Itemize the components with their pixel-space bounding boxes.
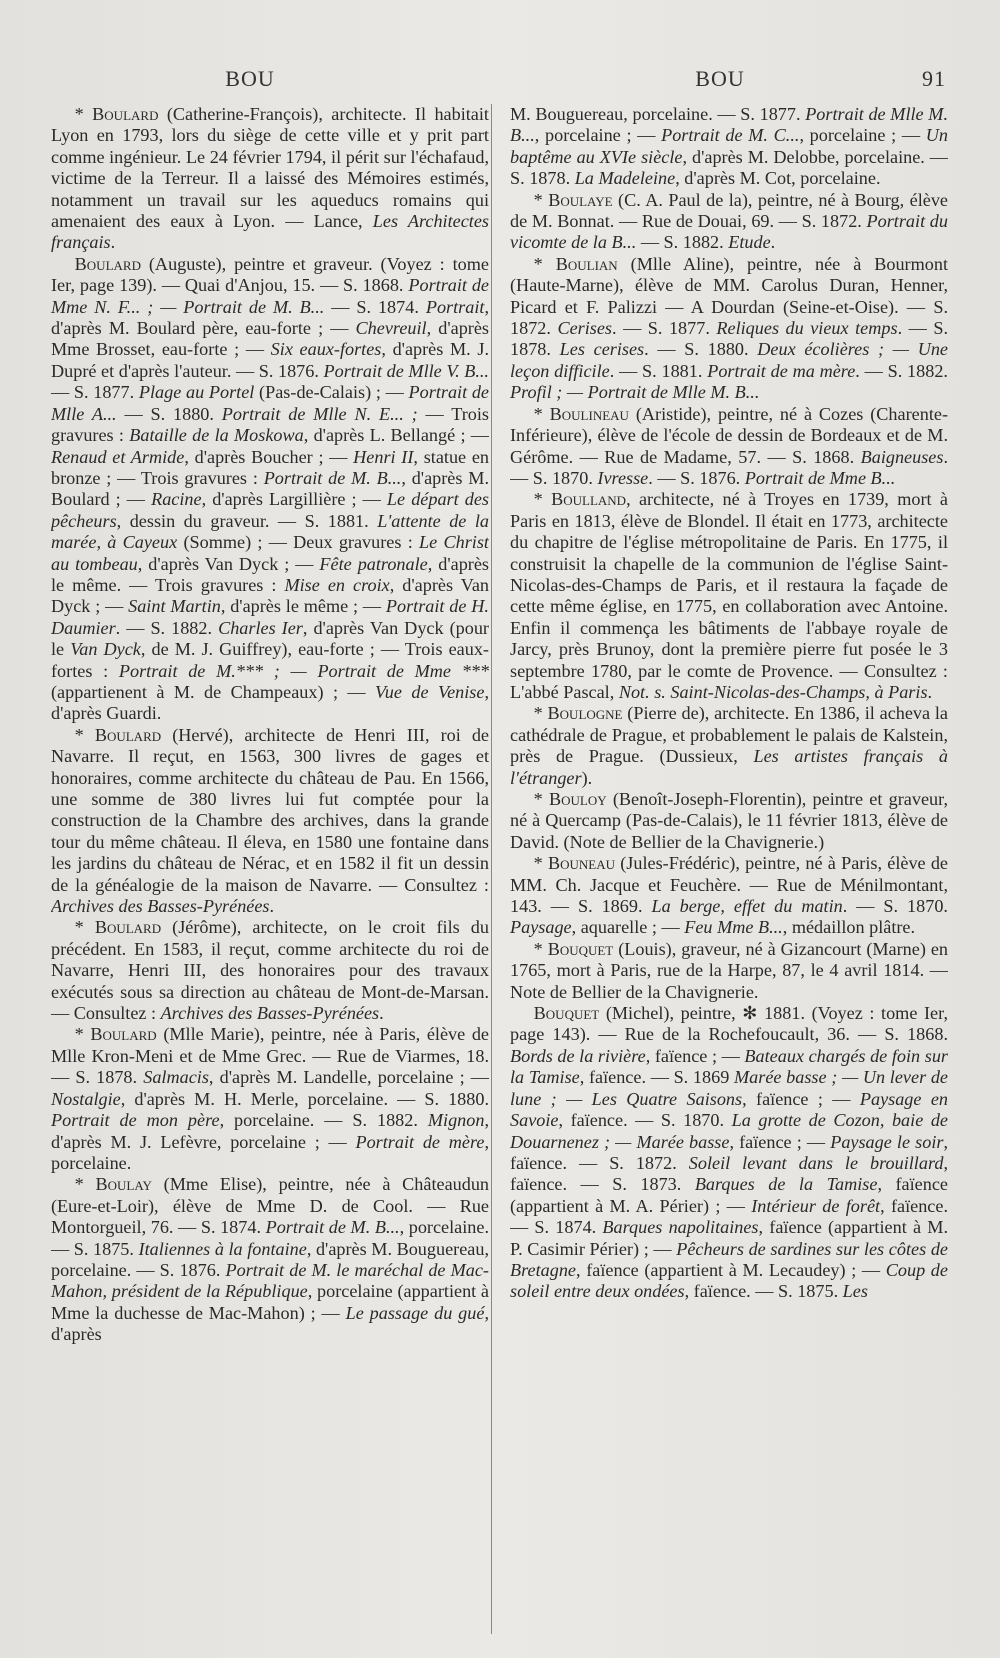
entry-paragraph	[510, 489, 948, 703]
entry-paragraph	[510, 104, 948, 190]
entry-text: , d'après M. Boulard ; —	[51, 467, 489, 510]
work-title: Coup de soleil entre deux ondées	[510, 1259, 948, 1302]
work-title: Paysage en Savoie	[510, 1088, 948, 1131]
entry-marker: *	[533, 403, 550, 424]
entry-name: Boulland	[551, 489, 627, 510]
entry-text: , porcelaine ; —	[534, 125, 662, 146]
entry-text: , d'après Boucher ; —	[184, 446, 354, 467]
entry-name: Boulard	[74, 253, 141, 274]
entry-text: , d'après Van Dyck (pour le	[51, 617, 489, 660]
work-title: Portrait de M. C...	[661, 125, 800, 146]
right-column	[510, 104, 948, 1634]
entry-text: , d'après le même ; —	[220, 596, 386, 617]
work-title: Deux écolières ; — Une leçon difficile	[510, 339, 948, 381]
entry-text: — Trois gravures :	[51, 403, 489, 446]
entry-text: (Mlle Aline), peintre, née à Bourmont (Haute-Marne), élève de MM. Carolus Duran, Henner, Picard et F. Palizzi — A Dourdan (Seine-et-Oise). — S. 1872.	[510, 253, 948, 339]
entry-paragraph	[510, 703, 948, 789]
entry-text: . — S. 1878.	[510, 318, 948, 360]
work-title: Portrait de Mlle N. E... ;	[221, 403, 418, 424]
work-title: Nostalgie	[51, 1088, 121, 1109]
work-title: Les artistes français à l'étranger	[510, 746, 948, 788]
entry-text: , d'après M. H. Merle, porcelaine. — S. 1880.	[120, 1088, 489, 1109]
work-title: La Madeleine	[574, 168, 676, 189]
entry-text: . — S. 1876.	[648, 467, 745, 488]
entry-name: Boulay	[95, 1174, 152, 1195]
entry-text: . — S. 1877.	[612, 318, 717, 339]
entry-text: , d'après	[51, 1302, 489, 1345]
left-column	[51, 104, 489, 1634]
entry-name: Bouneau	[547, 853, 615, 874]
work-title: Not. s. Saint-Nicolas-des-Champs, à Paris	[618, 681, 928, 702]
entry-name: Boulian	[555, 253, 618, 274]
work-title: Les	[842, 1281, 868, 1302]
entry-marker: *	[533, 853, 548, 874]
work-title: Vue de Venise	[375, 681, 485, 702]
entry-marker: *	[533, 489, 552, 510]
right-running-head: BOU	[695, 66, 745, 91]
entry-text: , faïence. — S. 1872.	[510, 1131, 948, 1173]
work-title: Reliques du vieux temps	[716, 318, 898, 339]
entry-text: .	[770, 232, 776, 253]
work-title: Portrait de H. Daumier	[51, 596, 489, 638]
entry-text: , porcelaine. — S. 1882.	[219, 1110, 428, 1131]
entry-name: Boulard	[92, 104, 159, 124]
entry-text: (Hervé), architecte de Henri III, roi de Navarre. Il reçut, en 1563, 300 livres de gages et honoraires, comme architecte du château de Pau. En 1566, une somme de 380 livres lui fut comptée pour la construction de la Chambre des archives, dans la grande tour du même château. Il éleva, en 1580 une fontaine dans les jardins du château de Nérac, et en 1582 il fit un dessin de la généalogie de la maison de Navarre. — Consultez :	[51, 724, 489, 895]
entry-text: , d'après Mme Brosset, eau-forte ; —	[51, 318, 489, 360]
entry-paragraph	[510, 254, 948, 404]
entry-text: (Pas-de-Calais) ; —	[254, 382, 409, 403]
entry-name: Boulard	[90, 1024, 157, 1045]
entry-text: . — S. 1870.	[842, 896, 948, 917]
entry-text: , porcelaine (appartient à Mme la duchesse de Mac-Mahon) ; —	[51, 1281, 489, 1323]
entry-text: , architecte, né à Troyes en 1739, mort à Paris en 1813, élève de Blondel. Il était en 1773, architecte du chapitre de l'église métropolitaine de Paris. En 1775, il construisit la chapelle de la communion de l'église Saint-Nicolas-des-Champs de Paris, et il restaura la façade de cette même église, en 1775, en collaboration avec Antoine. Enfin il commença les bâtiments de l'abbaye royale de Jarcy, près Brunoy, dont la première pierre fut posée le 3 septembre 1780, par le comte de Provence. — Consultez : L'abbé Pascal,	[510, 489, 948, 702]
entry-text: (C. A. Paul de la), peintre, né à Bourg, élève de M. Bonnat. — Rue de Douai, 69. — S. 1872.	[510, 189, 948, 232]
work-title: Chevreuil	[355, 318, 427, 339]
entry-text: (Mlle Marie), peintre, née à Paris, élève de Mlle Kron-Meni et de Mme Grec. — Rue de Viarmes, 18. — S. 1878.	[51, 1024, 489, 1088]
work-title: Les cerises	[559, 339, 645, 360]
entry-text: .	[269, 896, 275, 917]
work-title: Plage au Portel	[138, 382, 255, 403]
entry-paragraph	[510, 1003, 948, 1303]
entry-text: (Jérôme), architecte, on le croit fils du précédent. En 1583, il reçut, comme architecte du roi de Navarre, Henri III, des honoraires pour des travaux exécutés sous sa direction au château de Mont-de-Marsan. — Consultez :	[51, 917, 489, 1024]
entry-text: . — S. 1870.	[510, 446, 948, 488]
work-title: Van Dyck	[70, 639, 141, 660]
work-title: Mignon	[427, 1110, 485, 1131]
entry-paragraph	[510, 190, 948, 254]
work-title: Archives des Basses-Pyrénées	[51, 896, 270, 917]
work-title: Portrait de Mme B...	[744, 467, 896, 488]
entry-text: , d'après L. Bellangé ; —	[303, 425, 489, 446]
entry-text: , faïence. — S. 1869	[579, 1067, 734, 1088]
entry-marker: *	[533, 253, 556, 274]
entry-text: (Mme Elise), peintre, née à Châteaudun (Eure-et-Loir), élève de Mme D. de Cool. — Rue Montorgueil, 76. — S. 1874.	[51, 1174, 489, 1238]
entry-text: , faïence. — S. 1873.	[510, 1152, 948, 1195]
entry-text: , d'après M. Landelle, porcelaine ; —	[208, 1067, 489, 1088]
entry-text: (Auguste), peintre et graveur. (Voyez : tome Ier, page 139). — Quai d'Anjou, 15. — S. 1868.	[51, 253, 489, 296]
work-title: L'attente de la marée, à Cayeux	[51, 510, 489, 553]
work-title: Portrait de Mlle A...	[51, 382, 489, 424]
entry-text: , faïence ; —	[645, 1045, 745, 1066]
work-title: Racine	[151, 489, 202, 510]
entry-name: Boulard	[94, 917, 162, 938]
entry-text: . — S. 1882.	[855, 360, 948, 381]
work-title: Portrait	[425, 296, 485, 317]
work-title: Paysage	[510, 917, 572, 938]
entry-name: Bouloy	[548, 789, 607, 809]
entry-text: (Pierre de), architecte. En 1386, il acheva la cathédrale de Prague, et probablement le palais de Kalstein, près de Prague. (Dussieux,	[510, 703, 948, 767]
work-title: Profil ; — Portrait de Mlle M. B...	[510, 382, 760, 403]
entry-text: (Michel), peintre, ✻ 1881. (Voyez : tome Ier, page 143). — Rue de la Rochefoucault, 36. — S. 1868.	[510, 1003, 948, 1045]
entry-name: Boulineau	[549, 403, 629, 424]
work-title: Portrait de mon père	[51, 1110, 220, 1131]
work-title: Fête patronale	[319, 553, 428, 574]
page-number: 91	[922, 66, 946, 91]
entry-marker: *	[533, 703, 548, 724]
entry-text: , d'après Van Dyck ; —	[137, 553, 320, 574]
entry-text: , d'après Largillière ; —	[201, 489, 387, 510]
entry-text: .	[379, 1003, 384, 1024]
work-title: Ivresse	[597, 467, 649, 488]
work-title: Portrait de ma mère	[707, 360, 856, 381]
work-title: Paysage le soir	[830, 1131, 944, 1152]
entry-text: — S. 1874.	[324, 296, 426, 317]
work-title: Marée basse ; — Un lever de lune ; — Les Quatre Saisons	[510, 1067, 948, 1109]
entry-text: (Catherine-François), architecte. Il habitait Lyon en 1793, lors du siège de cette ville et y prit part comme ingénieur. Le 24 février 1794, il périt sur l'échafaud, victime de la Terreur. Il a laissé des Mémoires estimés, notamment un travail sur les aqueducs romains qui amenaient des eaux à Lyon. — Lance,	[51, 104, 489, 232]
entry-text: ).	[581, 767, 593, 788]
entry-text: (Aristide), peintre, né à Cozes (Charente-Inférieure), élève de l'école de dessin de Bordeaux et de M. Gérôme. — Rue de Madame, 57. — S. 1868.	[510, 403, 948, 467]
work-title: Cerises	[557, 318, 612, 339]
entry-text: (appartienent à M. de Champeaux) ; —	[51, 681, 376, 702]
entry-paragraph	[510, 789, 948, 853]
entry-text: , faïence. — S. 1874.	[510, 1195, 948, 1238]
entry-text: , faïence ; —	[729, 1131, 831, 1152]
entry-paragraph	[51, 1174, 489, 1345]
entry-text: , d'après le même. — Trois gravures :	[51, 553, 489, 595]
entry-text: , d'après M. Cot, porcelaine.	[675, 168, 881, 189]
entry-marker: *	[533, 938, 548, 959]
entry-text: , d'après M. J. Lefèvre, porcelaine ; —	[51, 1110, 489, 1152]
entry-text: , faïence. — S. 1870.	[558, 1110, 732, 1131]
work-title: Bords de la rivière	[510, 1045, 646, 1066]
work-title: Soleil levant dans le brouillard	[688, 1152, 944, 1173]
entry-text: . — S. 1881.	[609, 360, 708, 381]
entry-text: , statue en bronze ; — Trois gravures :	[51, 446, 489, 488]
entry-text: , d'après M. J. Dupré et d'après l'auteur. — S. 1876.	[51, 339, 489, 381]
entry-text: .	[927, 681, 933, 702]
entry-text: — S. 1880.	[116, 403, 222, 424]
entry-text: M. Bouguereau, porcelaine. — S. 1877.	[510, 104, 806, 124]
entry-text: , dessin du graveur. — S. 1881.	[116, 510, 378, 531]
entry-text: , faïence (appartient à M. P. Casimir Périer) ; —	[510, 1217, 948, 1259]
entry-text: . — S. 1880.	[644, 339, 758, 360]
work-title: Baigneuses	[860, 446, 944, 467]
entry-text: (Benoît-Joseph-Florentin), peintre et graveur, né à Quercamp (Pas-de-Calais), le 11 février 1813, élève de David. (Note de Bellier de la Chavignerie.)	[510, 789, 948, 852]
work-title: Le passage du gué	[345, 1302, 485, 1323]
entry-text: , porcelaine ; —	[799, 125, 926, 146]
entry-paragraph	[51, 254, 489, 725]
entry-text: — S. 1877.	[51, 382, 139, 403]
entry-name: Bouquet	[547, 938, 614, 959]
entry-text: , d'après M. Bouguereau, porcelaine. — S. 1876.	[51, 1238, 489, 1280]
work-title: Portrait du vicomte de la B...	[510, 211, 948, 253]
entry-text: , de M. J. Guiffrey), eau-forte ; — Trois eaux-fortes :	[51, 639, 489, 681]
work-title: Portrait de Mlle M. B...	[510, 104, 948, 146]
entry-text: — S. 1882.	[636, 232, 729, 253]
work-title: Renaud et Armide	[51, 446, 185, 467]
entry-marker: *	[533, 789, 549, 809]
entry-text: (Somme) ; — Deux gravures :	[177, 532, 420, 553]
entry-text: (Louis), graveur, né à Gizancourt (Marne) en 1765, mort à Paris, rue de la Harpe, 87, le 4 avril 1814. — Note de Bellier de la Chavignerie.	[510, 938, 948, 1002]
work-title: Un baptême au XVIe siècle	[510, 125, 948, 167]
work-title: Portrait de M. B...	[263, 467, 402, 488]
entry-paragraph	[51, 104, 489, 254]
work-title: Charles Ier	[218, 617, 303, 638]
entry-text: , faïence ; —	[742, 1088, 860, 1109]
work-title: Portrait de M. le maréchal de Mac-Mahon, président de la République	[51, 1259, 489, 1302]
entry-text: , d'après M. Boulard père, eau-forte ; —	[51, 296, 489, 339]
work-title: Saint Martin	[128, 596, 221, 617]
work-title: Henri II	[353, 446, 414, 467]
work-title: Pêcheurs de sardines sur les côtes de Bretagne	[510, 1238, 948, 1280]
left-running-head: BOU	[225, 66, 275, 91]
entry-text: .	[110, 232, 116, 253]
entry-marker: *	[533, 189, 549, 210]
entry-marker: *	[74, 917, 95, 938]
work-title: Portrait de Mme N. F... ; — Portrait de M. B...	[51, 275, 489, 317]
entry-text: (Jules-Frédéric), peintre, né à Paris, élève de MM. Ch. Jacque et Feuchère. — Rue de Ménilmontant, 143. — S. 1869.	[510, 853, 948, 917]
entry-text: , d'après Guardi.	[51, 681, 489, 724]
work-title: Six eaux-fortes	[270, 339, 382, 360]
work-title: Portrait de M. B...	[265, 1217, 400, 1238]
work-title: Italiennes à la fontaine	[138, 1238, 307, 1259]
entry-paragraph	[51, 917, 489, 1024]
entry-paragraph	[510, 404, 948, 490]
work-title: La berge, effet du matin	[651, 896, 843, 917]
entry-text: , faïence. — S. 1875.	[684, 1281, 843, 1302]
entry-text: , d'après M. Delobbe, porcelaine. — S. 1878.	[510, 146, 948, 189]
work-title: Bataille de la Moskowa	[129, 425, 304, 446]
work-title: Salmacis	[143, 1067, 209, 1088]
work-title: Etude	[728, 232, 771, 253]
work-title: Les Architectes français	[51, 211, 489, 253]
entry-text: , faïence (appartient à M. Lecaudey) ; —	[576, 1259, 886, 1280]
entry-text: , médaillon plâtre.	[782, 917, 916, 938]
entry-text: , porcelaine.	[51, 1131, 489, 1173]
work-title: Le départ des pêcheurs	[51, 489, 489, 531]
entry-name: Boulaye	[548, 189, 613, 210]
work-title: Feu Mme B...	[684, 917, 783, 938]
work-title: Le Christ au tombeau	[51, 532, 489, 574]
entry-text: , aquarelle ; —	[571, 917, 685, 938]
work-title: Portrait de Mlle V. B...	[323, 360, 489, 381]
work-title: Barques de la Tamise	[694, 1174, 878, 1195]
work-title: Mise en croix	[284, 574, 390, 595]
entry-name: Boulard	[94, 724, 162, 745]
work-title: Portrait de mère	[355, 1131, 485, 1152]
entry-marker: *	[74, 724, 95, 745]
entry-paragraph	[510, 853, 948, 939]
work-title: Archives des Basses-Pyrénées	[160, 1003, 380, 1024]
work-title: Bateaux chargés de foin sur la Tamise	[510, 1045, 948, 1088]
entry-name: Bouquet	[533, 1003, 600, 1024]
work-title: Portrait de M.*** ; — Portrait de Mme ***	[118, 660, 489, 681]
entry-paragraph	[510, 939, 948, 1003]
entry-marker: *	[74, 1174, 96, 1195]
entry-text: , porcelaine. — S. 1875.	[51, 1217, 489, 1259]
entry-marker: *	[74, 104, 93, 124]
entry-text: , faïence (appartient à M. A. Périer) ; —	[510, 1174, 948, 1216]
entry-text: , d'après Van Dyck ; —	[51, 574, 489, 617]
work-title: Barques napolitaines	[602, 1217, 759, 1238]
work-title: Intérieur de forêt	[751, 1195, 881, 1216]
entry-marker: *	[74, 1024, 91, 1045]
entry-paragraph	[51, 725, 489, 918]
entry-paragraph	[51, 1024, 489, 1174]
entry-name: Boulogne	[547, 703, 623, 724]
entry-text: . — S. 1882.	[115, 617, 219, 638]
column-divider	[491, 104, 492, 1634]
work-title: La grotte de Cozon, baie de Douarnenez ; — Marée basse	[510, 1110, 948, 1152]
